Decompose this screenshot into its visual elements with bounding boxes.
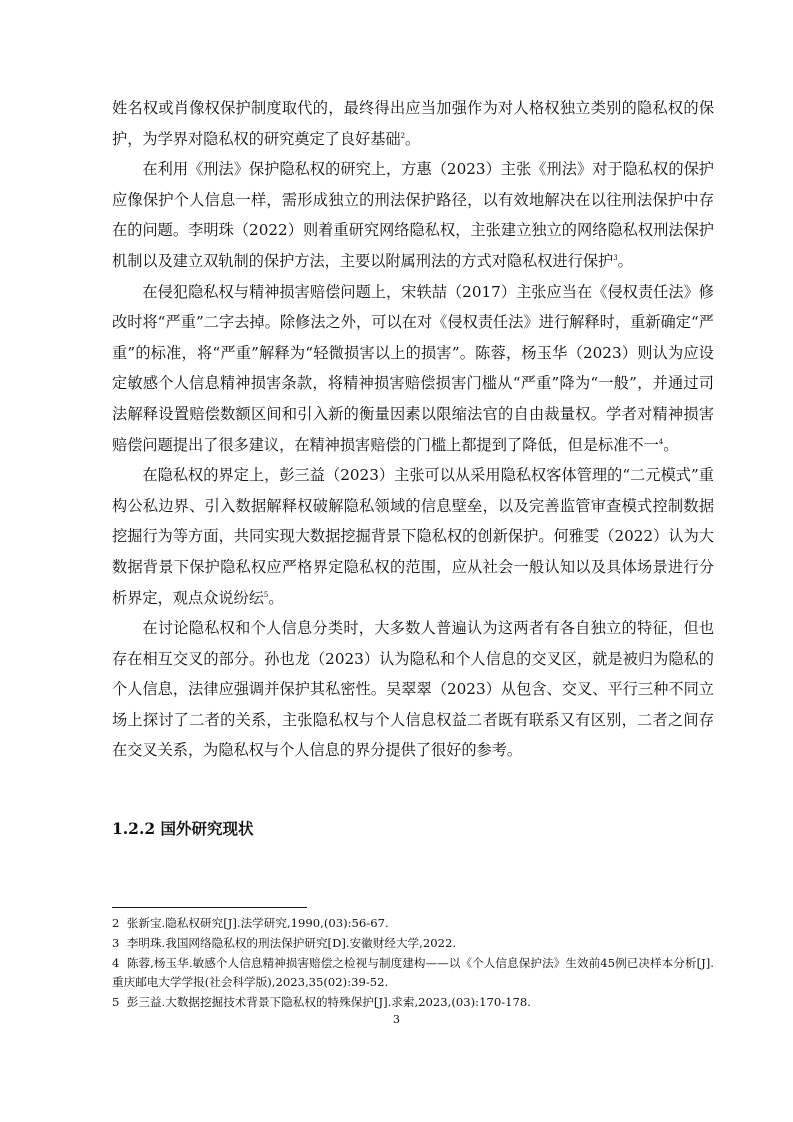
- paragraph-tail: 。: [268, 588, 284, 607]
- footnote-divider: [112, 907, 307, 908]
- footnote-ref: 2: [400, 131, 406, 140]
- body-text: [112, 93, 714, 766]
- paragraph-tail: 。: [405, 129, 421, 148]
- footnote: [112, 954, 714, 994]
- page-number: 3: [393, 1013, 400, 1026]
- footnote: [112, 914, 714, 934]
- paragraph-criminal-law: [112, 154, 714, 276]
- footnotes: [112, 914, 714, 1013]
- footnote-mark: 3: [112, 935, 120, 950]
- section-heading: 1.2.2 国外研究现状: [112, 819, 254, 838]
- footnote-ref: 4: [658, 437, 664, 446]
- footnote-ref: 5: [263, 590, 269, 599]
- footnote-text: 张新宝.隐私权研究[J].法学研究,1990,(03):56-67.: [126, 916, 389, 930]
- footnote: [112, 993, 714, 1013]
- paragraph-text: 在侵犯隐私权与精神损害赔偿问题上，宋轶喆（2017）主张应当在《侵权责任法》修改时将“严重”二字去掉。除修法之外，可以在对《侵权责任法》进行解释时，重新确定“严重”的标准，将“严重”解释为“轻微损害以上的损害”。陈蓉，杨玉华（2023）则认为应设定敏感个人信息精神损害条款，将精神损害赔偿损害门槛从“严重”降为“一般”，并通过司法解释设置赔偿数额区间和引入新的衡量因素以限缩法官的自由裁量权。学者对精神损害赔偿问题提出了很多建议，在精神损害赔偿的门槛上都提到了降低，但是标准不一: [112, 282, 714, 454]
- footnote-text: 陈蓉,杨玉华.敏感个人信息精神损害赔偿之检视与制度建构——以《个人信息保护法》生效前45例已决样本分析[J].重庆邮电大学学报(社会科学版),2023,35(02):39-52.: [112, 955, 714, 990]
- paragraph-text: 在讨论隐私权和个人信息分类时，大多数人普遍认为这两者有各自独立的特征，但也存在相互交叉的部分。孙也龙（2023）认为隐私和个人信息的交叉区，就是被归为隐私的个人信息，法律应强调并保护其私密性。吴翠翠（2023）从包含、交叉、平行三种不同立场上探讨了二者的关系，主张隐私权与个人信息权益二者既有联系又有区别，二者之间存在交叉关系，为隐私权与个人信息的界分提供了很好的参考。: [112, 619, 714, 760]
- paragraph-classification: [112, 613, 714, 766]
- footnote-text: 李明珠.我国网络隐私权的刑法保护研究[D].安徽财经大学,2022.: [126, 935, 457, 950]
- paragraph-text: 姓名权或肖像权保护制度取代的，最终得出应当加强作为对人格权独立类别的隐私权的保护，为学界对隐私权的研究奠定了良好基础: [112, 99, 714, 148]
- footnote-mark: 5: [112, 995, 120, 1010]
- footnote: [112, 934, 714, 954]
- footnote-ref: 3: [613, 253, 618, 262]
- paragraph-privacy-definition: [112, 460, 714, 613]
- paragraph-tail: 。: [663, 435, 679, 454]
- paragraph-continued: [112, 93, 714, 154]
- paragraph-mental-damage: [112, 277, 714, 461]
- paragraph-tail: 。: [617, 251, 633, 270]
- footnote-mark: 2: [112, 916, 120, 930]
- paragraph-text: 在利用《刑法》保护隐私权的研究上，方惠（2023）主张《刑法》对于隐私权的保护应像保护个人信息一样，需形成独立的刑法保护路径，以有效地解决在以往刑法保护中存在的问题。李明珠（2022）则着重研究网络隐私权，主张建立独立的网络隐私权刑法保护机制以及建立双轨制的保护方法，主要以附属刑法的方式对隐私权进行保护: [112, 160, 714, 270]
- paragraph-text: 在隐私权的界定上，彭三益（2023）主张可以从采用隐私权客体管理的“二元模式”重构公私边界、引入数据解释权破解隐私领域的信息壁垒，以及完善监管审查模式控制数据挖掘行为等方面，共同实现大数据挖掘背景下隐私权的创新保护。何雅雯（2022）认为大数据背景下保护隐私权应严格界定隐私权的范围，应从社会一般认知以及具体场景进行分析界定，观点众说纷纭: [112, 466, 714, 607]
- footnote-mark: 4: [112, 955, 120, 970]
- footnote-text: 彭三益.大数据挖掘技术背景下隐私权的特殊保护[J].求索,2023,(03):170-178.: [126, 995, 531, 1010]
